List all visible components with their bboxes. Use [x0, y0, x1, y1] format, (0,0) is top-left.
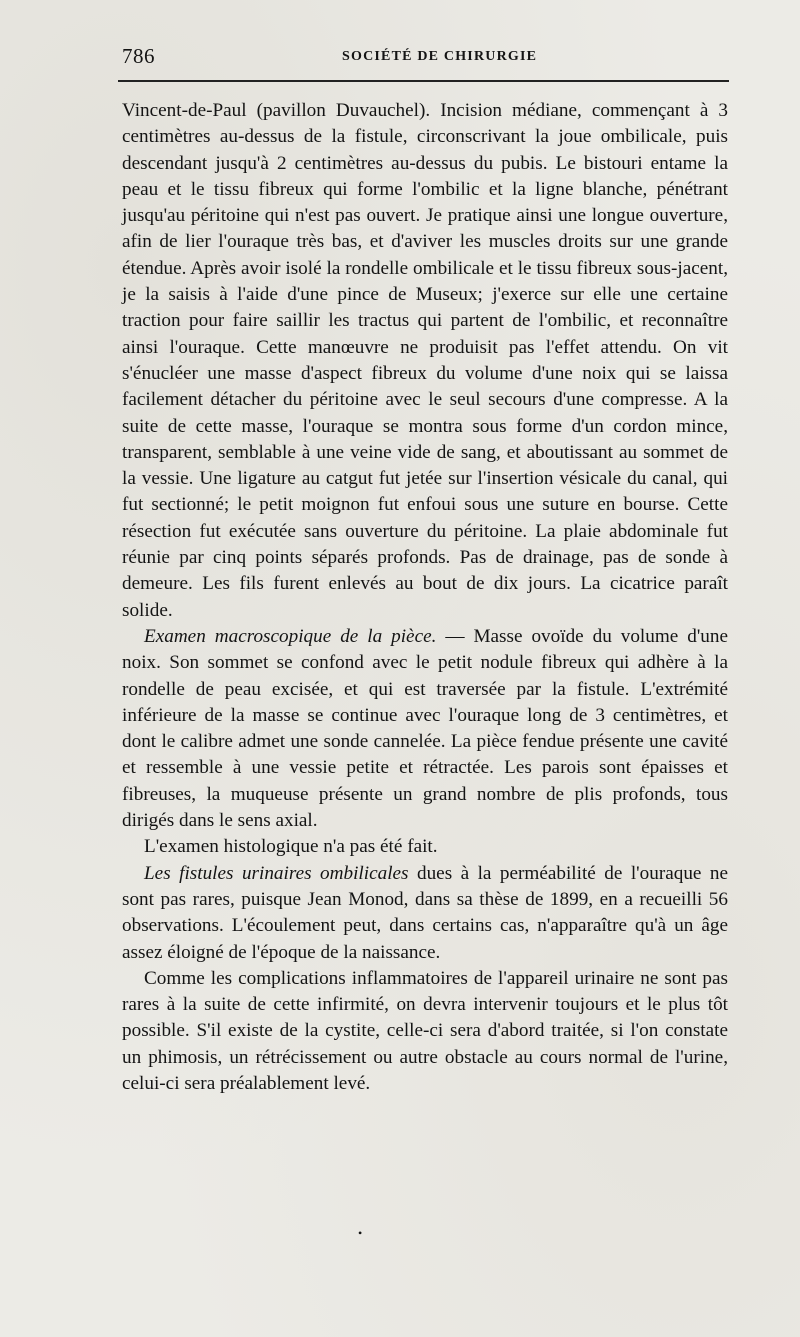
- paragraph-fistules: [122, 861, 728, 966]
- paragraph-histologie: [122, 834, 728, 860]
- paragraph-text: Vincent-de-Paul (pavillon Duvauchel). Incision médiane, commençant à 3 centimètres au-dessus de la fistule, circonscrivant la joue ombilicale, puis descendant jusqu'à 2 centimètres au-dessus du pubis. Le bistouri entame la peau et le tissu fibreux qui forme l'ombilic et la ligne blanche, pénétrant jusqu'au péritoine qui n'est pas ouvert. Je pratique ainsi une longue ouverture, afin de lier l'ouraque très bas, et d'aviver les muscles droits sur une grande étendue. Après avoir isolé la rondelle ombilicale et le tissu fibreux sous-jacent, je la saisis à l'aide d'une pince de Museux; j'exerce sur elle une certaine traction pour faire saillir les tractus qui partent de l'ombilic, et reconnaître ainsi l'ouraque. Cette manœuvre ne produisit pas l'effet attendu. On vit s'énucléer une masse d'aspect fibreux du volume d'une noix qui se laissa facilement détacher du péritoine avec le seul secours d'une compresse. A la suite de cette masse, l'ouraque se montra sous forme d'un cordon mince, transparent, semblable à une veine vide de sang, et aboutissant au sommet de la vessie. Une ligature au catgut fut jetée sur l'insertion vésicale du canal, qui fut sectionné; le petit moignon fut enfoui sous une suture en bourse. Cette résection fut exécutée sans ouverture du péritoine. La plaie abdominale fut réunie par cinq points séparés profonds. Pas de drainage, pas de sonde à demeure. Les fils furent enlevés au bout de dix jours. La cicatrice paraît solide.: [122, 100, 728, 621]
- page-header: [122, 44, 728, 70]
- running-title: SOCIÉTÉ DE CHIRURGIE: [342, 49, 538, 64]
- paragraph-text: dues à la perméabilité de l'ouraque ne sont pas rares, puisque Jean Monod, dans sa thèse de 1899, en a recueilli 56 observations. L'écoulement peut, dans certains cas, n'apparaître qu'à un âge assez éloigné de l'époque de la naissance.: [122, 862, 728, 963]
- paragraph-complications: [122, 966, 728, 1097]
- page-number: 786: [122, 44, 155, 68]
- paragraph-text: — Masse ovoïde du volume d'une noix. Son sommet se confond avec le petit nodule fibreux qui adhère à la rondelle de peau excisée, et qui est traversée par la fistule. L'extrémité inférieure de la masse se continue avec l'ouraque long de 3 centimètres, et dont le calibre admet une sonde cannelée. La pièce fendue présente une cavité et ressemble à une vessie petite et rétractée. Les parois sont épaisses et fibreuses, la muqueuse présente un grand nombre de plis profonds, tous dirigés dans le sens axial.: [122, 625, 729, 832]
- paragraph-text: Comme les complications inflammatoires de l'appareil urinaire ne sont pas rares à la suite de cette infirmité, on devra intervenir toujours et le plus tôt possible. S'il existe de la cystite, celle-ci sera d'abord traitée, si l'on constate un phimosis, un rétrécissement ou autre obstacle au cours normal de l'urine, celui-ci sera préalablement levé.: [122, 967, 728, 1094]
- body-text: [122, 98, 728, 1097]
- paragraph-heading: Examen macroscopique de la pièce.: [144, 625, 437, 647]
- paragraph-examen: [122, 624, 728, 834]
- ink-dot: •: [358, 1226, 363, 1240]
- paragraph-heading: Les fistules urinaires ombilicales: [144, 862, 409, 884]
- paragraph-operation: [122, 98, 728, 624]
- header-rule: [118, 80, 729, 82]
- paragraph-text: L'examen histologique n'a pas été fait.: [144, 836, 438, 858]
